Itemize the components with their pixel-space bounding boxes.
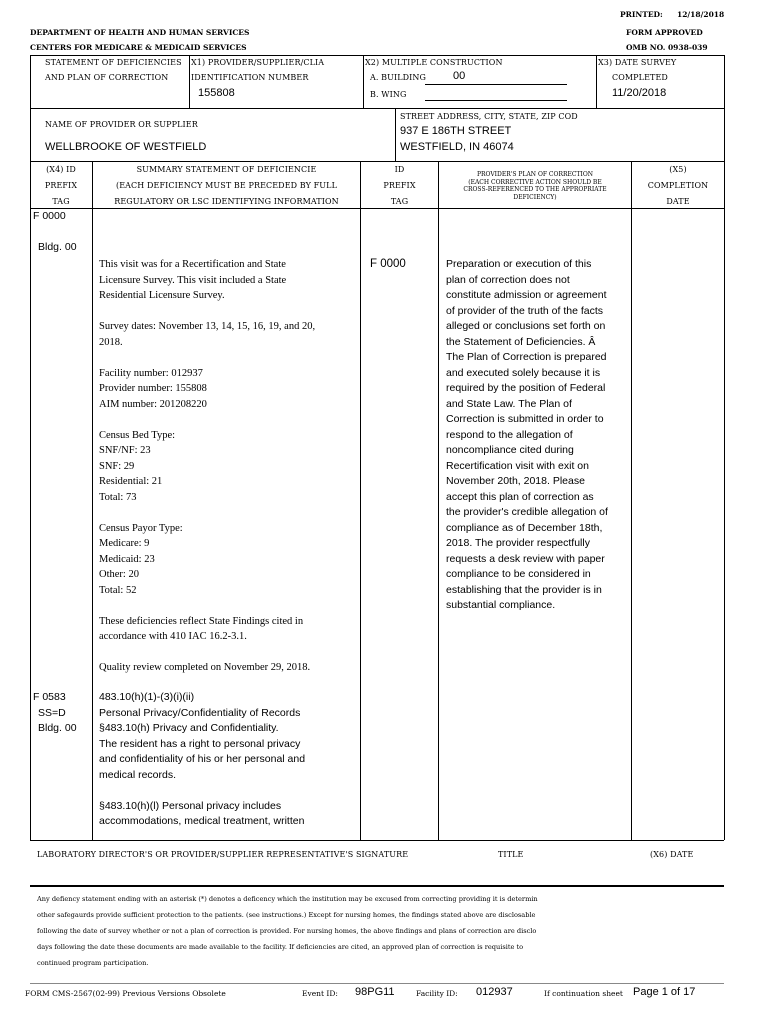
facility-id-label: Facility ID:	[416, 989, 458, 998]
statement-label-1: STATEMENT OF DEFICIENCIES	[45, 58, 182, 67]
title-label: TITLE	[498, 850, 524, 859]
address-label: STREET ADDRESS, CITY, STATE, ZIP COD	[400, 112, 578, 121]
tag-f0583: F 0583	[33, 691, 66, 703]
form-number: FORM CMS-2567(02-99) Previous Versions Obsolete	[25, 989, 226, 998]
x5-header-2: COMPLETION	[647, 181, 709, 190]
building-label: A. BUILDING	[370, 73, 427, 82]
scope-severity: SS=D	[38, 707, 66, 719]
summary-paragraph: Survey dates: November 13, 14, 15, 16, 19, and 20, 2018.	[99, 321, 316, 348]
f583-paragraph: 483.10(h)(1)-(3)(i)(ii) Personal Privacy/Confidentiality of Records §483.10(h) Privacy and Confidentiality. The resident has a right to personal privacy and confidentiality of his or her personal and medical records.	[99, 691, 306, 781]
form-approved: FORM APPROVED	[626, 28, 703, 37]
disclaimer-line: days following the date these documents are made available to the facility. If deficiencies are cited, an approved plan of correction is requisite to	[37, 943, 524, 951]
summary-paragraph: This visit was for a Recertification and State Licensure Survey. This visit included a State Residential Licensure Survey.	[99, 259, 287, 301]
provider-name-label: NAME OF PROVIDER OR SUPPLIER	[45, 120, 198, 129]
event-id-label: Event ID:	[302, 989, 338, 998]
x3-label-2: COMPLETED	[612, 73, 668, 82]
id-header-3: TAG	[390, 197, 409, 206]
f583-paragraph: §483.10(h)(l) Personal privacy includes accommodations, medical treatment, written	[99, 799, 305, 827]
department-name: DEPARTMENT OF HEALTH AND HUMAN SERVICES	[30, 28, 250, 37]
x1-label-2: IDENTIFICATION NUMBER	[191, 73, 309, 82]
plan-header	[439, 171, 631, 201]
disclaimer-line: following the date of survey whether or not a plan of correction is provided. For nursing homes, the above findings and plans of correction are disclo	[37, 927, 537, 935]
summary-paragraph: Census Bed Type: SNF/NF: 23 SNF: 29 Residential: 21 Total: 73	[99, 429, 176, 503]
f583-statement	[99, 690, 357, 830]
x4-header-3: TAG	[52, 197, 70, 206]
centers-name: CENTERS FOR MEDICARE & MEDICAID SERVICES	[30, 43, 247, 52]
plan-header-1: PROVIDER'S PLAN OF CORRECTION	[476, 171, 593, 178]
x5-header-3: DATE	[666, 197, 690, 206]
page-number: Page 1 of 17	[633, 986, 696, 998]
address-line-2: WESTFIELD, IN 46074	[400, 141, 514, 153]
provider-id-value: 155808	[198, 87, 235, 99]
x2-label: X2) MULTIPLE CONSTRUCTION	[365, 58, 503, 67]
disclaimer-line: Any defiency statement ending with an asterisk (*) denotes a deficency which the institution may be excused from correcting providing it is determin	[37, 895, 538, 903]
provider-name-value: WELLBROOKE OF WESTFIELD	[45, 141, 207, 153]
plan-id-tag: F 0000	[370, 258, 406, 270]
summary-statement	[99, 257, 357, 691]
plan-header-3: CROSS-REFERENCED TO THE APPROPRIATE	[463, 186, 607, 193]
event-id-value: 98PG11	[355, 986, 395, 998]
x4-header-1: (X4) ID	[46, 165, 76, 174]
bldg-00: Bldg. 00	[38, 241, 77, 253]
summary-paragraph: Facility number: 012937 Provider number: 155808 AIM number: 201208220	[99, 367, 207, 410]
signature-label: LABORATORY DIRECTOR'S OR PROVIDER/SUPPLIER REPRESENTATIVE'S SIGNATURE	[37, 850, 409, 859]
continuation-label: If continuation sheet	[544, 989, 623, 998]
disclaimer	[37, 891, 717, 971]
summary-header-2: (EACH DEFICIENCY MUST BE PRECEDED BY FULL	[116, 181, 337, 190]
summary-paragraph: These deficiencies reflect State Findings cited in accordance with 410 IAC 16.2-3.1.	[99, 615, 304, 642]
plan-header-2: (EACH CORRECTIVE ACTION SHOULD BE	[468, 178, 602, 186]
printed-label: PRINTED:	[620, 10, 663, 19]
x6-date-label: (X6) DATE	[650, 850, 694, 859]
facility-id-value: 012937	[476, 986, 513, 998]
x3-label-1: X3) DATE SURVEY	[598, 58, 677, 67]
id-header-2: PREFIX	[383, 181, 416, 190]
x4-header-2: PREFIX	[44, 181, 78, 190]
building-value: 00	[453, 70, 466, 82]
plan-header-4: DEFICIENCY)	[513, 193, 557, 201]
id-header-1: ID	[394, 165, 405, 174]
x1-label-1: X1) PROVIDER/SUPPLIER/CLIA	[191, 58, 325, 67]
summary-paragraph: Quality review completed on November 29, 2018.	[99, 662, 311, 673]
summary-header-3: REGULATORY OR LSC IDENTIFYING INFORMATION	[114, 197, 339, 206]
plan-of-correction-text: Preparation or execution of this plan of correction does not constitute admission or agreement of provider of the truth of the facts alleged or conclusions set forth on the Statement of Deficiencies. Â The Plan of Correction is prepared and executed solely because it is required by the position of Federal and State Law. The Plan of Correction is submitted in order to respond to the allegation of noncompliance cited during Recertification visit with exit on November 20th, 2018. Please accept this plan of correction as the provider's credible allegation of compliance as of December 18th, 2018. The provider respectfully requests a desk review with paper compliance to be considered in establishing that the provider is in substantial compliance.	[446, 258, 608, 611]
disclaimer-line: continued program participation.	[37, 959, 149, 967]
summary-paragraph: Census Payor Type: Medicare: 9 Medicaid: 23 Other: 20 Total: 52	[99, 522, 183, 596]
tag-f0000: F 0000	[33, 210, 66, 222]
bldg-00-second: Bldg. 00	[38, 722, 77, 734]
printed-date: 12/18/2018	[677, 10, 725, 19]
survey-date-value: 11/20/2018	[612, 87, 667, 99]
disclaimer-line: other safegaurds provide sufficient protection to the patients. (see instructions.) Except for nursing homes, the findings stated above are disclosable	[37, 911, 536, 919]
x5-header-1: (X5)	[669, 165, 687, 174]
address-line-1: 937 E 186TH STREET	[400, 125, 512, 137]
summary-header-1: SUMMARY STATEMENT OF DEFICIENCIE	[136, 165, 317, 174]
wing-label: B. WING	[370, 90, 407, 99]
statement-label-2: AND PLAN OF CORRECTION	[45, 73, 169, 82]
omb-number: OMB NO. 0938-039	[626, 43, 708, 52]
